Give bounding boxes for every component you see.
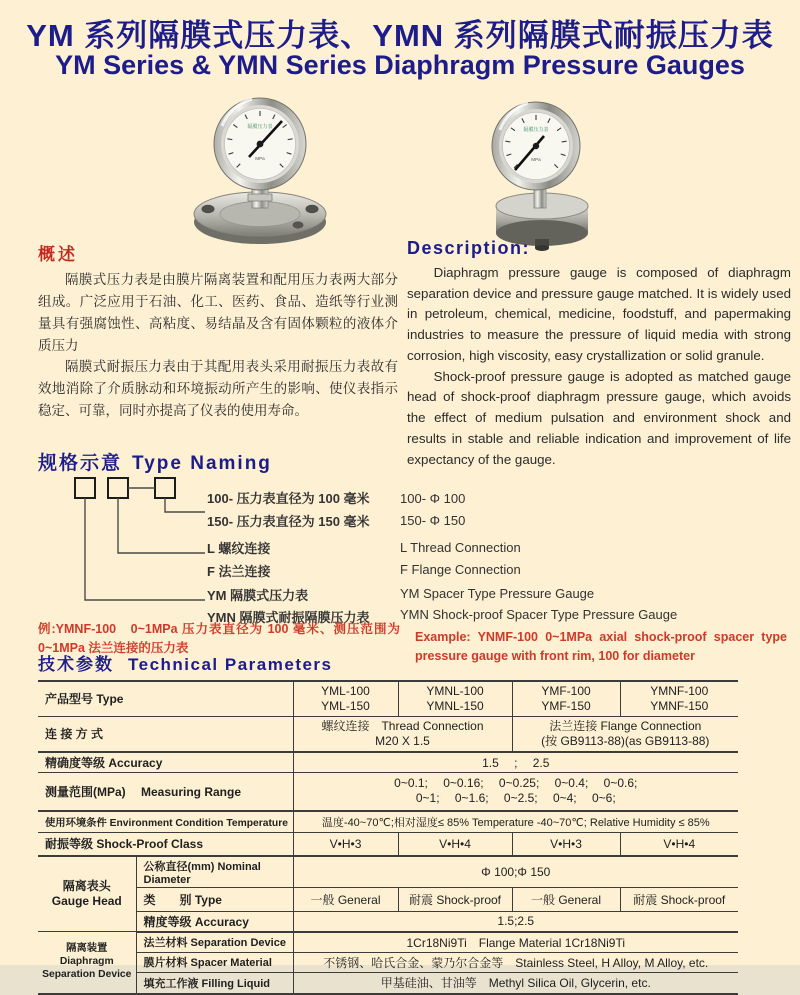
table-row-spacer-material	[38, 952, 738, 972]
table-row-connection	[38, 716, 738, 752]
type-naming-zh-diameter-150: 150- 压力表直径为 150 毫米	[207, 514, 370, 529]
row-label-spacer-material: 膜片材料 Spacer Material	[136, 952, 293, 972]
table-row-shock	[38, 833, 738, 856]
cell-head-class-3: 一般 General	[512, 887, 620, 911]
cell-head-class-1: 一般 General	[293, 887, 398, 911]
page-title-zh: YM 系列隔膜式压力表、YMN 系列隔膜式耐振压力表	[26, 18, 774, 53]
code-boxes	[75, 478, 175, 498]
example-zh: 例:YMNF-100 0~1MPa 压力表直径为 100 毫米、测压范围为 0~1MPa 法兰连接的压力表	[38, 622, 400, 655]
cell-nominal-diameter: Φ 100;Φ 150	[293, 856, 738, 888]
cell-models-ymnl: YMNL-100 YMNL-150	[398, 681, 512, 716]
table-row-head-accuracy	[38, 911, 738, 932]
dial-label-text: 隔膜压力表	[523, 127, 549, 133]
type-naming-en-ym: YM Spacer Type Pressure Gauge	[400, 586, 595, 601]
cell-shock-1: V•H•3	[293, 833, 398, 856]
cell-shock-2: V•H•4	[398, 833, 512, 856]
row-label-filling-liquid: 填充工作液 Filling Liquid	[136, 972, 293, 994]
table-row-type	[38, 681, 738, 716]
tech-params-table	[38, 680, 738, 995]
diaphragm-gauge-flange-photo	[160, 86, 365, 248]
stem-nut	[248, 194, 272, 201]
row-label-head-class: 类 别 Type	[136, 887, 293, 911]
example-en: Example: YNMF-100 0~1MPa axial shock-proof spacer type pressure gauge with front rim, 100 for diameter	[415, 630, 787, 663]
group-label-gauge-head: 隔离表头 Gauge Head	[38, 856, 136, 932]
row-label-head-accuracy: 精度等级 Accuracy	[136, 911, 293, 932]
table-row-environment	[38, 811, 738, 833]
row-label-environment: 使用环境条件 Environment Condition Temperature	[38, 811, 293, 833]
dial-unit-text: MPa	[531, 157, 541, 162]
row-label-connection: 连 接 方 式	[38, 716, 293, 752]
cell-range-values: 0~0.1; 0~0.16; 0~0.25; 0~0.4; 0~0.6; 0~1; 0~1.6; 0~2.5; 0~4; 0~6;	[293, 773, 738, 811]
table-row-accuracy	[38, 752, 738, 773]
table-row-head-class	[38, 887, 738, 911]
cell-shock-3: V•H•3	[512, 833, 620, 856]
table-row-flange-material	[38, 932, 738, 953]
description-heading: Description:	[407, 238, 531, 258]
cell-flange-connection: 法兰连接 Flange Connection (按 GB9113-88)(as GB9113-88)	[512, 716, 738, 752]
table-row-filling-liquid	[38, 972, 738, 994]
row-label-flange-material: 法兰材料 Separation Device	[136, 932, 293, 953]
type-naming-heading-zh: 规格示意	[38, 453, 123, 474]
type-naming-zh-flange: F 法兰连接	[207, 564, 271, 579]
cell-models-yml: YML-100 YML-150	[293, 681, 398, 716]
cell-models-ymnf: YMNF-100 YMNF-150	[620, 681, 738, 716]
table-row-range	[38, 773, 738, 811]
row-label-shock: 耐振等级 Shock-Proof Class	[38, 833, 293, 856]
row-label-nominal-diameter: 公称直径(mm) Nominal Diameter	[136, 856, 293, 888]
type-naming-zh-diameter-100: 100- 压力表直径为 100 毫米	[207, 491, 370, 506]
dial-unit-text: MPa	[255, 156, 265, 161]
tech-params-heading-zh: 技术参数	[38, 655, 114, 674]
bolt-hole	[293, 221, 304, 228]
overview-paragraph-1: 隔膜式压力表是由膜片隔离装置和配用压力表两大部分组成。广泛应用于石油、化工、医药、食品、造纸等行业测量具有强腐蚀性、高粘度、易结晶及含有固体颗粒的液体介质压力	[38, 272, 398, 353]
overview-paragraph-2: 隔膜式耐振压力表由于其配用表头采用耐振压力表故有效地消除了介质脉动和环境振动所产生的影响、使仪表指示稳定、可靠，同时亦提高了仪表的使用寿命。	[38, 359, 398, 419]
gauge-stem	[534, 188, 546, 208]
cell-environment-value: 温度-40~70℃;相对湿度≤ 85% Temperature -40~70℃; Relative Humidity ≤ 85%	[293, 811, 738, 833]
row-label-type: 产品型号 Type	[38, 681, 293, 716]
diaphragm-gauge-shockproof-photo	[466, 84, 626, 254]
dial-label-text: 隔膜压力表	[247, 124, 273, 130]
description-paragraph-1: Diaphragm pressure gauge is composed of diaphragm separation device and pressure gauge matched. It is widely used in petroleum, chemical, medicine, foodstuff, and papermaking industries to measure the pressure of liquid media with strong corrosion, high viscosity, easy crystallization or solid granule.	[407, 265, 791, 363]
group-label-separation-device: 隔离装置 Diaphragm Separation Device	[38, 932, 136, 995]
type-naming-en-thread: L Thread Connection	[400, 540, 521, 555]
bolt-hole	[202, 205, 215, 213]
cell-filling-liquid: 甲基硅油、甘油等 Methyl Silica Oil, Glycerin, etc.	[293, 972, 738, 994]
cell-head-class-4: 耐震 Shock-proof	[620, 887, 738, 911]
table-row-nominal-diameter	[38, 856, 738, 888]
type-naming-heading-en: Type Naming	[132, 453, 272, 474]
cell-accuracy-value: 1.5 ; 2.5	[293, 752, 738, 773]
tech-params-heading-en: Technical Parameters	[128, 655, 333, 674]
cell-head-accuracy: 1.5;2.5	[293, 911, 738, 932]
description-paragraph-2: Shock-proof pressure gauge is adopted as matched gauge head of shock-proof diaphragm pressure gauge, which avoids the effect of medium pulsation and environment shock and results in stable and reliable indication and improvement of life expectancy of the gauge.	[407, 368, 791, 467]
type-naming-zh-ymn: YMN 隔膜式耐振隔膜压力表	[207, 610, 370, 625]
needle-hub	[257, 141, 264, 148]
type-naming-en-diameter-150: 150- Φ 150	[400, 513, 466, 528]
type-naming-zh-thread: L 螺纹连接	[207, 541, 271, 556]
description-section	[407, 238, 791, 470]
overview-section	[38, 240, 398, 422]
type-naming-en-diameter-100: 100- Φ 100	[400, 491, 466, 506]
type-naming-zh-ym: YM 隔膜式压力表	[207, 588, 309, 603]
cell-models-ymf: YMF-100 YMF-150	[512, 681, 620, 716]
overview-heading: 概述	[38, 245, 78, 264]
page-title-en: YM Series & YMN Series Diaphragm Pressure Gauges	[55, 50, 745, 80]
cell-head-class-2: 耐震 Shock-proof	[398, 887, 512, 911]
connector-lines	[85, 488, 205, 600]
row-label-range: 测量范围(MPa) Measuring Range	[38, 773, 293, 811]
cell-flange-material: 1Cr18Ni9Ti Flange Material 1Cr18Ni9Ti	[293, 932, 738, 953]
needle-hub	[533, 143, 539, 149]
type-naming-en-flange: F Flange Connection	[400, 562, 521, 577]
row-label-accuracy: 精确度等级 Accuracy	[38, 752, 293, 773]
tech-params-heading	[38, 650, 333, 675]
type-naming-en-ymn: YMN Shock-proof Spacer Type Pressure Gauge	[400, 607, 678, 622]
cell-spacer-material: 不锈钢、哈氏合金、蒙乃尔合金等 Stainless Steel, H Alloy, M Alloy, etc.	[293, 952, 738, 972]
cell-shock-4: V•H•4	[620, 833, 738, 856]
bolt-hole	[306, 205, 319, 213]
cell-thread-connection: 螺纹连接 Thread Connection M20 X 1.5	[293, 716, 512, 752]
